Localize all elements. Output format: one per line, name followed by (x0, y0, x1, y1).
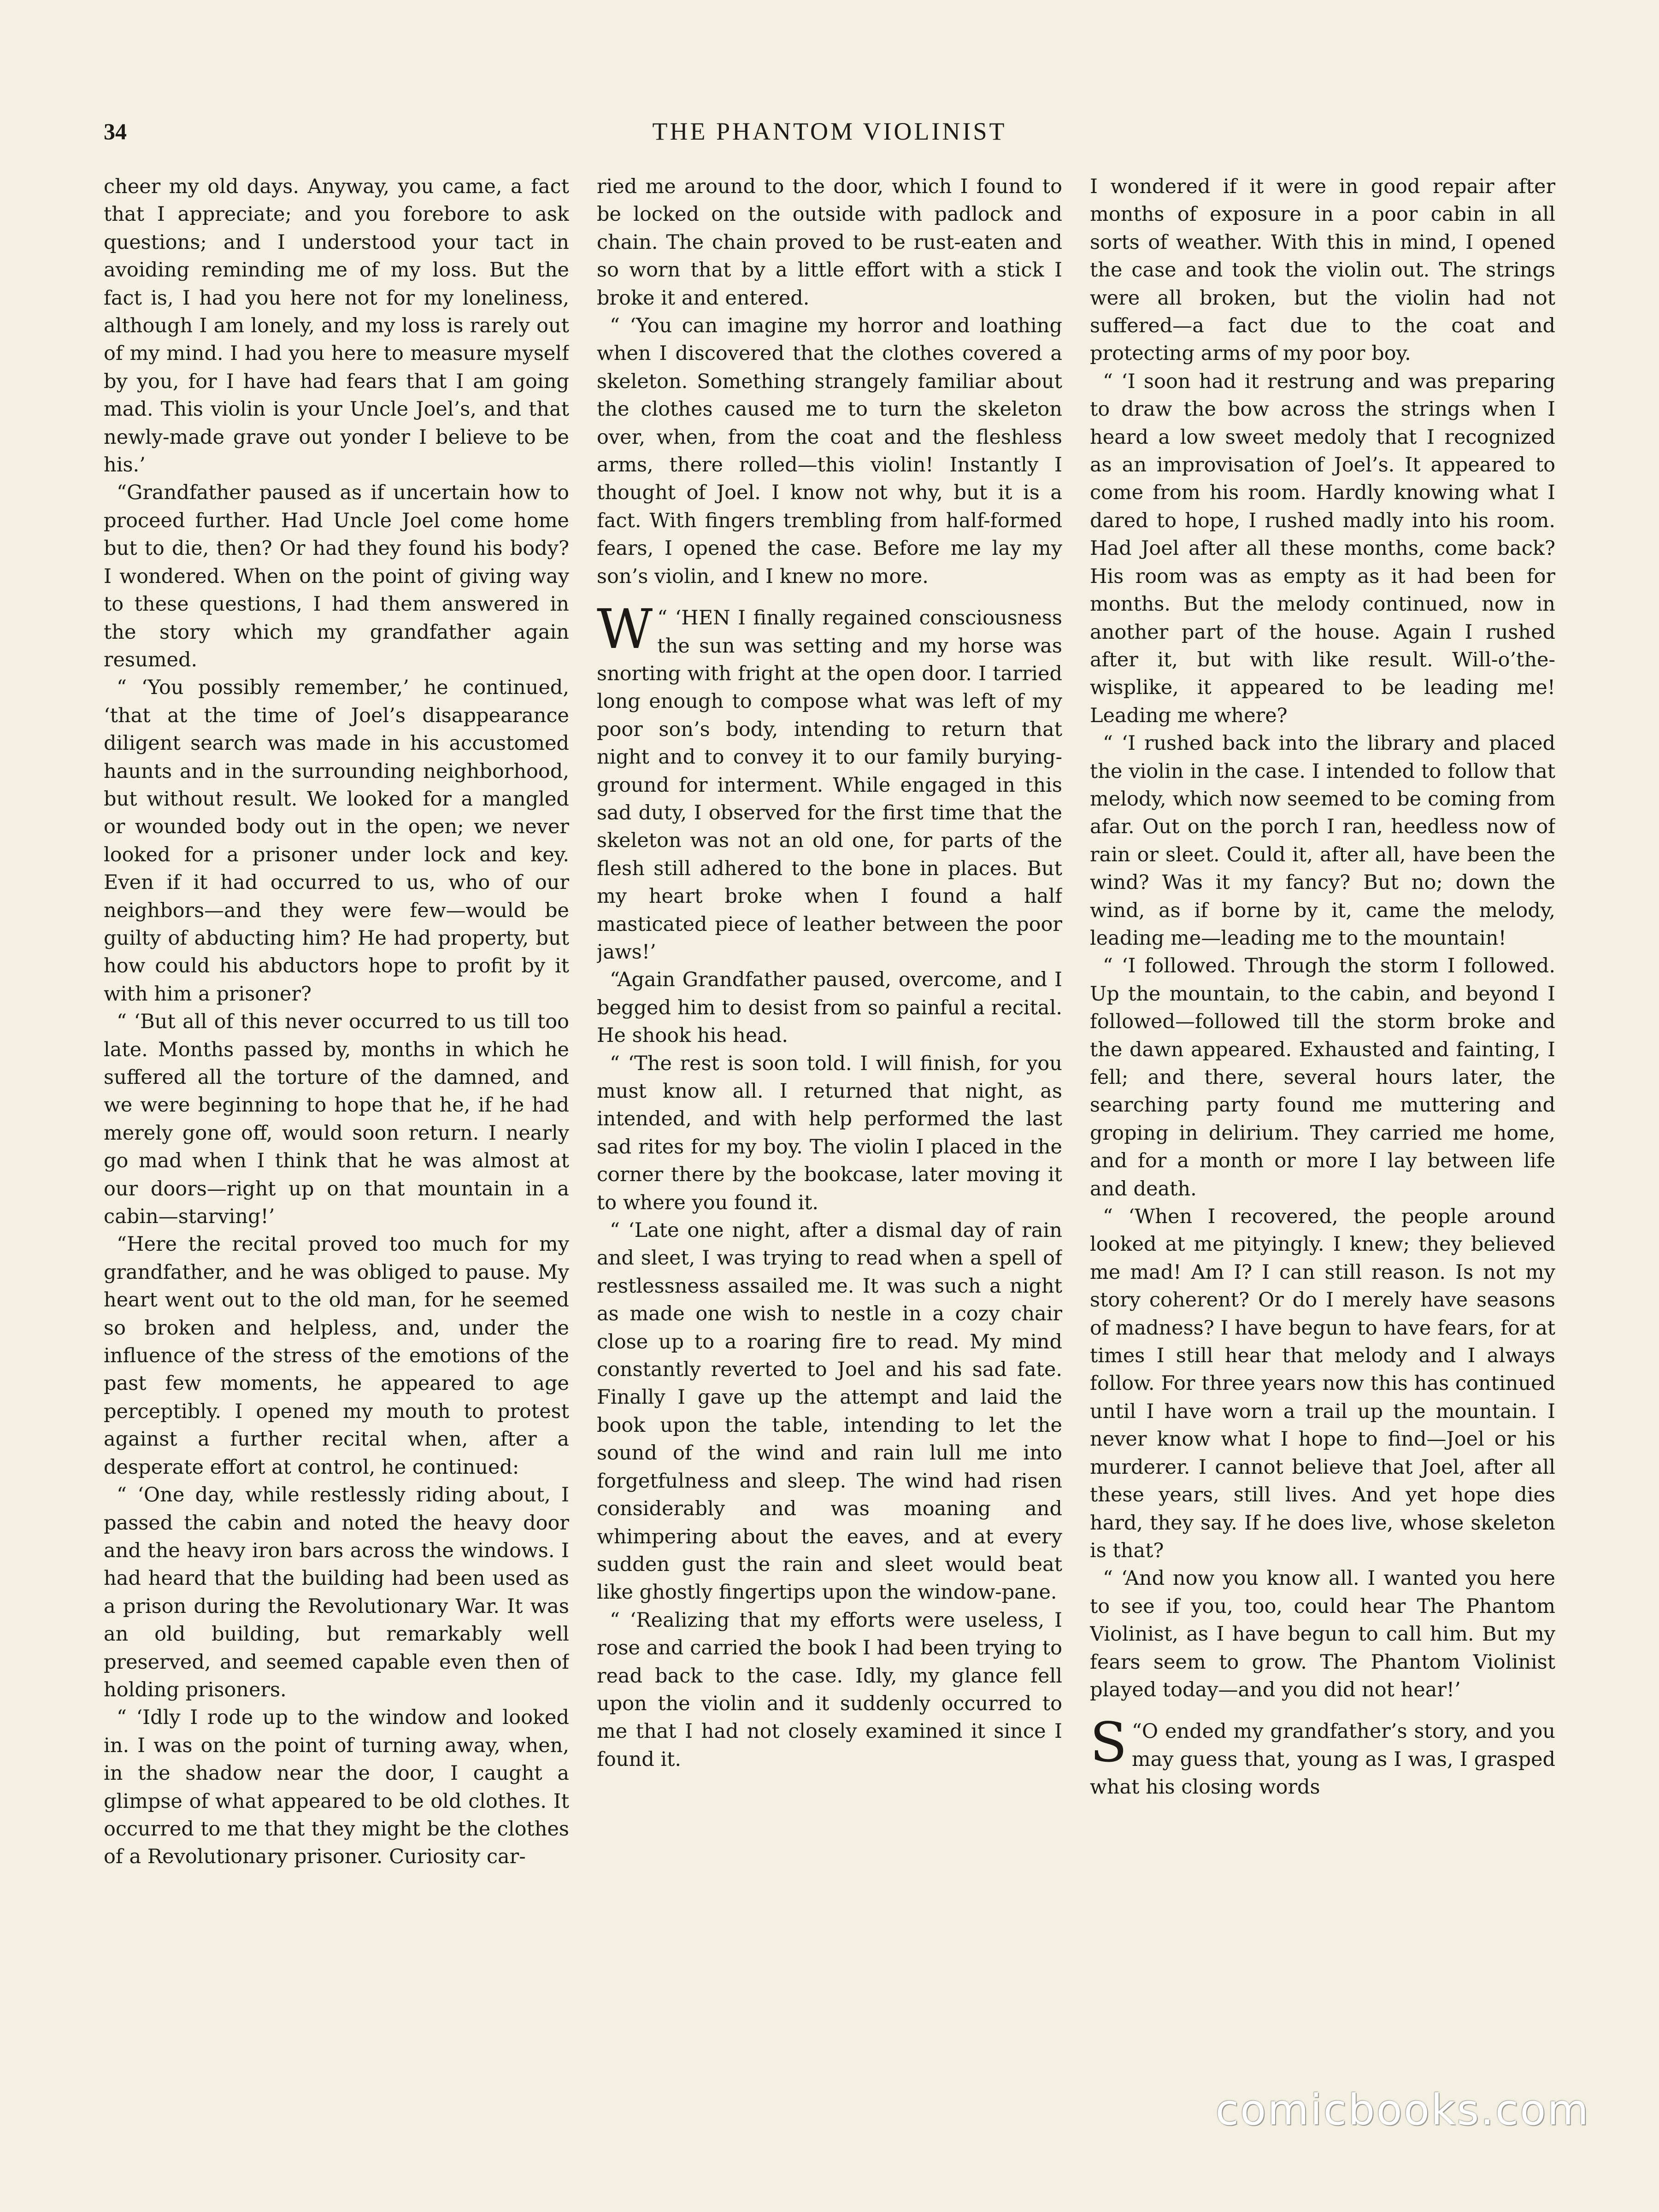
page-number: 34 (104, 118, 127, 144)
story-columns (104, 173, 1555, 2048)
paragraph: “ ‘I rushed back into the library and placed the violin in the case. I intended to follow that melody, which now seemed to be coming from afar. Out on the porch I ran, heedless now of rain or sleet. Could it, after all, have been the wind? Was it my fancy? But no; down the wind, as if borne by it, came the melody, leading me—leading me to the mountain! (1090, 732, 1555, 950)
paragraph: ried me around to the door, which I found to be locked on the outside with padlock and chain. The chain proved to be rust-eaten and so worn that by a little effort with a stick I broke it and entered. (597, 175, 1062, 310)
section-opening-paragraph (1090, 1711, 1555, 1801)
running-title: THE PHANTOM VIOLINIST (652, 118, 1007, 145)
opening-quote: “ ‘ (657, 606, 682, 630)
paragraph-text: O ended my grandfather’s story, and you may guess that, young as I was, I grasped what his closing words (1090, 1720, 1555, 1799)
text-column-1 (104, 173, 569, 2048)
section-opening-paragraph (597, 597, 1062, 966)
paragraph: “ ‘Idly I rode up to the window and looked in. I was on the point of turning away, when, in the shadow near the door, I caught a glimpse of what appeared to be old clothes. It occurred to me that they might be the clothes of a Revolutionary prisoner. Curiosity car- (104, 1706, 569, 1869)
opening-quote: “ (1131, 1720, 1142, 1743)
paragraph: “ ‘I soon had it restrung and was preparing to draw the bow across the strings when I heard a low sweet medoly that I recognized as an improvisation of Joel’s. It appeared to come from his room. Hardly knowing what I dared to hope, I rushed madly into his room. Had Joel after all these months, come back? His room was as empty as it had been for months. But the melody continued, now in another part of the house. Again I rushed after it, but with like result. Will-o’the-wisplike, it appeared to be leading me! Leading me where? (1090, 370, 1555, 727)
paragraph: “ ‘You can imagine my horror and loathing when I discovered that the clothes covered a skeleton. Something strangely familiar about the clothes caused me to turn the skeleton over, when, from the coat and the fleshless arms, there rolled—this violin! Instantly I thought of Joel. I know not why, but it is a fact. With fingers trembling from half-formed fears, I opened the case. Before me lay my son’s violin, and I knew no more. (597, 314, 1062, 588)
paragraph: “ ‘One day, while restlessly riding about, I passed the cabin and noted the heavy door and the heavy iron bars across the windows. I had heard that the building had been used as a prison during the Revolutionary War. It was an old building, but remarkably well preserved, and seemed capable even then of holding prisoners. (104, 1483, 569, 1701)
paragraph: “ ‘You possibly remember,’ he continued, ‘that at the time of Joel’s disappearance diligent search was made in his accustomed haunts and in the surrounding neighborhood, but without result. We looked for a mangled or wounded body out in the open; we never looked for a prisoner under lock and key. Even if it had occurred to us, who of our neighbors—and they were few—would be guilty of abducting him? He had property, but how could his abductors hope to profit by it with him a prisoner? (104, 676, 569, 1006)
paragraph: “ ‘Realizing that my efforts were useless, I rose and carried the book I had been trying to read back to the case. Idly, my glance fell upon the violin and it suddenly occurred to me that I had not closely examined it since I found it. (597, 1608, 1062, 1771)
text-column-3 (1090, 173, 1555, 2048)
paragraph: “Here the recital proved too much for my grandfather, and he was obliged to pause. My heart went out to the old man, for he seemed so broken and helpless, and, under the influence of the stress of the emotions of the past few moments, he appeared to age perceptibly. I opened my mouth to protest against a further recital when, after a desperate effort at control, he continued: (104, 1233, 569, 1479)
drop-cap: W (597, 597, 653, 661)
paragraph-text: HEN I finally regained consciousness the sun was setting and my horse was snorting with fright at the open door. I tarried long enough to compose what was left of my poor son’s body, intending to return that night and to convey it to our family burying-ground for interment. While engaged in this sad duty, I observed for the first time that the skeleton was not an old one, for parts of the flesh still adhered to the bone in places. But my heart broke when I found a half masticated piece of leather between the poor jaws!’ (597, 606, 1062, 964)
paragraph: “ ‘The rest is soon told. I will finish, for you must know all. I returned that night, as intended, and with help performed the last sad rites for my boy. The violin I placed in the corner there by the bookcase, later moving it to where you found it. (597, 1052, 1062, 1214)
site-watermark: comicbooks.com (1215, 2085, 1590, 2135)
paragraph: “ ‘But all of this never occurred to us till too late. Months passed by, months in which he suffered all the torture of the damned, and we were beginning to hope that he, if he had merely gone off, would soon return. I nearly go mad when I think that he was almost at our doors—right up on that mountain in a cabin—starving!’ (104, 1010, 569, 1229)
paragraph: I wondered if it were in good repair after months of exposure in a poor cabin in all sorts of weather. With this in mind, I opened the case and took the violin out. The strings were all broken, but the violin had not suffered—a fact due to the coat and protecting arms of my poor boy. (1090, 175, 1555, 365)
paragraph: “ ‘When I recovered, the people around looked at me pityingly. I knew; they believed me mad! Am I? I can still reason. Is not my story coherent? Or do I merely have seasons of madness? I have begun to have fears, for at times I still hear that melody and I always follow. For three years now this has continued until I have worn a trail up the mountain. I never know what I hope to find—Joel or his murderer. I cannot believe that Joel, after all these years, still lives. And yet hope dies hard, they say. If he does live, whose skeleton is that? (1090, 1205, 1555, 1562)
paragraph: “Grandfather paused as if uncertain how to proceed further. Had Uncle Joel come home but to die, then? Or had they found his body? I wondered. When on the point of giving way to these questions, I had them answered in the story which my grandfather again resumed. (104, 481, 569, 671)
text-column-2 (597, 173, 1062, 2048)
paragraph: “ ‘I followed. Through the storm I followed. Up the mountain, to the cabin, and beyond I followed—followed till the storm broke and the dawn appeared. Exhausted and fainting, I fell; and there, several hours later, the searching party found me muttering and groping in delirium. They carried me home, and for a month or more I lay between life and death. (1090, 954, 1555, 1200)
paragraph: “ ‘And now you know all. I wanted you here to see if you, too, could hear The Phantom Violinist, as I have begun to call him. But my fears seem to grow. The Phantom Violinist played today—and you did not hear!’ (1090, 1567, 1555, 1701)
paragraph: cheer my old days. Anyway, you came, a fact that I appreciate; and you forebore to ask questions; and I understood your tact in avoiding reminding me of my loss. But the fact is, I had you here not for my loneliness, although I am lonely, and my loss is rarely out of my mind. I had you here to measure myself by you, for I have had fears that I am going mad. This violin is your Uncle Joel’s, and that newly-made grave out yonder I believe to be his.’ (104, 175, 569, 477)
paragraph: “ ‘Late one night, after a dismal day of rain and sleet, I was trying to read when a spell of restlessness assailed me. It was such a night as made one wish to nestle in a cozy chair close up to a roaring fire to read. My mind constantly reverted to Joel and his sad fate. Finally I gave up the attempt and laid the book upon the table, intending to let the sound of the wind and rain lull me into forgetfulness and sleep. The wind had risen considerably and was moaning and whimpering about the eaves, and at every sudden gust the rain and sleet would beat like ghostly fingertips upon the window-pane. (597, 1219, 1062, 1604)
drop-cap: S (1090, 1711, 1127, 1775)
paragraph: “Again Grandfather paused, overcome, and I begged him to desist from so painful a recital. He shook his head. (597, 968, 1062, 1047)
page-header (104, 111, 1555, 152)
